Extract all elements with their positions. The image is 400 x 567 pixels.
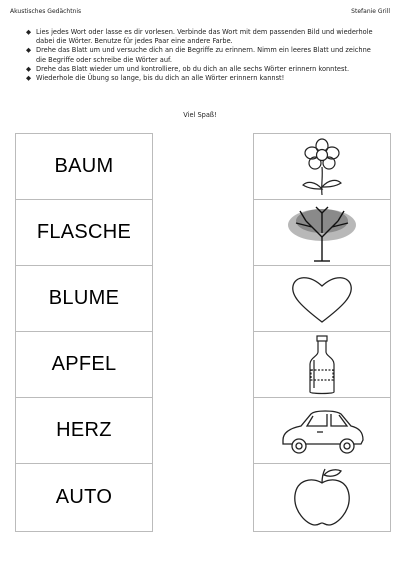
word-label: AUTO (55, 486, 113, 508)
picture-cell[interactable] (254, 464, 390, 531)
word-cell[interactable] (16, 134, 152, 200)
word-cell[interactable] (16, 398, 152, 464)
word-label: BLUME (48, 287, 120, 309)
instruction-list (26, 28, 376, 83)
bullet-icon: ◆ (26, 74, 32, 83)
tree-icon (282, 203, 362, 263)
word-cell[interactable] (16, 200, 152, 266)
word-label: APFEL (51, 353, 117, 375)
instruction-text: Lies jedes Wort oder lasse es dir vorlesen. Verbinde das Wort mit dem passenden Bild und wiederhole dabei die Wörter. Benutze für jedes Paar eine andere Farbe. (36, 28, 373, 46)
picture-cell[interactable] (254, 134, 390, 200)
closing-text: Viel Spaß! (183, 111, 217, 119)
picture-cell[interactable] (254, 398, 390, 464)
picture-cell[interactable] (254, 266, 390, 332)
picture-cell[interactable] (254, 332, 390, 398)
word-label: HERZ (56, 419, 112, 441)
word-cell[interactable] (16, 464, 152, 531)
flower-icon (287, 137, 357, 197)
instruction-item (26, 46, 376, 64)
bullet-icon: ◆ (26, 64, 32, 73)
word-column (15, 133, 153, 532)
word-label: FLASCHE (36, 221, 132, 243)
bullet-icon: ◆ (26, 28, 32, 36)
picture-cell[interactable] (254, 200, 390, 266)
header-author: Stefanie Grill (351, 8, 390, 15)
instruction-text: Drehe das Blatt wieder um und kontrolliere, ob du dich an alle sechs Wörter erinnern konntest. (36, 64, 350, 73)
word-cell[interactable] (16, 266, 152, 332)
instruction-text: Wiederhole die Übung so lange, bis du dich an alle Wörter erinnern kannst! (36, 74, 285, 83)
bottle-icon (302, 334, 342, 396)
picture-column (253, 133, 391, 532)
word-label: BAUM (54, 155, 114, 177)
word-cell[interactable] (16, 332, 152, 398)
apple-icon (287, 467, 357, 529)
heart-icon (287, 272, 357, 326)
instruction-item (26, 28, 376, 46)
instruction-item (26, 65, 376, 74)
bullet-icon: ◆ (26, 46, 32, 55)
car-icon (277, 404, 367, 458)
header-title: Akustisches Gedächtnis (10, 8, 82, 15)
instruction-item (26, 74, 376, 83)
instruction-text: Drehe das Blatt um und versuche dich an die Begriffe zu erinnern. Nimm ein leeres Blatt und zeichne die Begriffe oder schreibe die Wörter auf. (36, 46, 371, 64)
